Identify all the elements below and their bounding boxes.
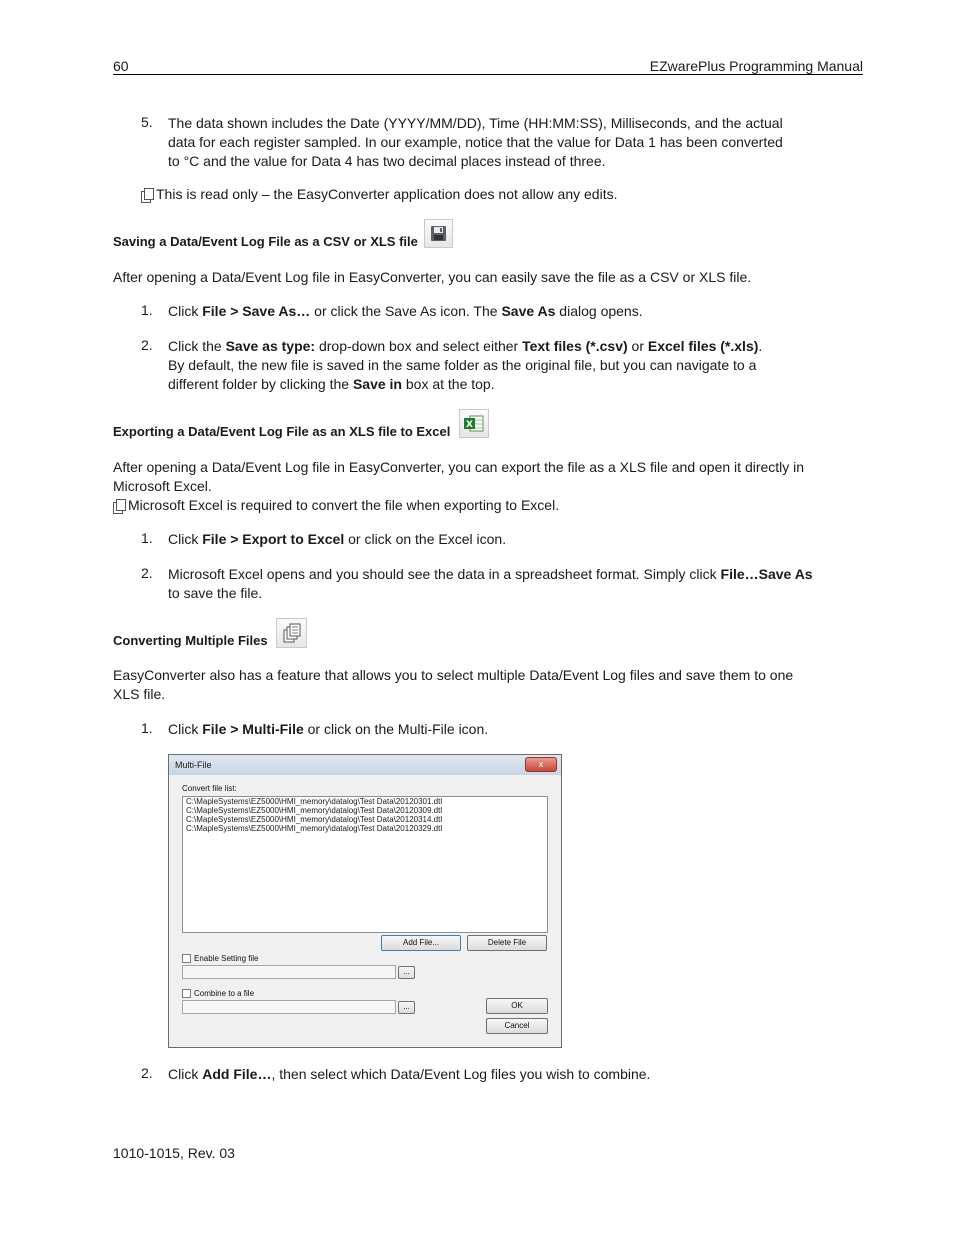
svg-text:X: X (466, 420, 473, 430)
step-number: 5. (141, 114, 153, 130)
multi-file-icon (276, 618, 307, 648)
dialog-title: Multi-File (175, 760, 212, 770)
list-item[interactable]: C:\MapleSystems\EZ5000\HMI_memory\datalog\Test Data\20120329.dtl (186, 824, 443, 833)
document-number: 1010-1015, Rev. 03 (113, 1145, 235, 1161)
section-heading-save: Saving a Data/Event Log File as a CSV or XLS file (113, 234, 418, 249)
export-step-1: Click File > Export to Excel or click on the Excel icon. (168, 531, 507, 547)
step-number: 2. (141, 565, 153, 581)
note-text: Microsoft Excel is required to convert the file when exporting to Excel. (128, 497, 560, 513)
delete-file-button[interactable]: Delete File (467, 935, 547, 951)
save-intro: After opening a Data/Event Log file in EasyConverter, you can easily save the file as a CSV or XLS file. (113, 269, 752, 285)
add-file-button[interactable]: Add File... (381, 935, 461, 951)
list-item[interactable]: C:\MapleSystems\EZ5000\HMI_memory\datalog\Test Data\20120301.dtl (186, 797, 443, 806)
step-number: 1. (141, 302, 153, 318)
note-icon (141, 188, 152, 201)
save-step-2: Click the Save as type: drop-down box and select either Text files (*.csv) or Excel files (*.xls). By default, the new file is saved in the same folder as the original file, but you can navigate to a different folder by clicking the Save in box at the top. (168, 338, 763, 392)
save-step-1: Click File > Save As… or click the Save As icon. The Save As dialog opens. (168, 303, 643, 319)
page-number: 60 (113, 58, 129, 74)
export-step-2: Microsoft Excel opens and you should see the data in a spreadsheet format. Simply click File…Save As to save the file. (168, 566, 813, 601)
multi-step-1: Click File > Multi-File or click on the Multi-File icon. (168, 721, 489, 737)
convert-file-list-label: Convert file list: (182, 784, 237, 793)
note-read-only (141, 185, 617, 204)
note-text: This is read only – the EasyConverter application does not allow any edits. (156, 186, 618, 202)
step-number: 2. (141, 337, 153, 353)
note-excel-required (113, 496, 559, 515)
floppy-disk-icon (424, 219, 453, 248)
step-5-line: data for each register sampled. In our example, notice that the value for Data 1 has been converted (168, 134, 783, 150)
section-heading-export: Exporting a Data/Event Log File as an XLS file to Excel (113, 424, 451, 439)
step-number: 1. (141, 720, 153, 736)
convert-file-list[interactable] (182, 796, 548, 933)
multi-step-2: Click Add File…, then select which Data/Event Log files you wish to combine. (168, 1066, 651, 1082)
combine-label: Combine to a file (194, 989, 255, 998)
browse-combine-button[interactable]: ... (398, 1001, 415, 1014)
step-5-line: to °C and the value for Data 4 has two decimal places instead of three. (168, 153, 606, 169)
enable-setting-label: Enable Setting file (194, 954, 259, 963)
page-header (113, 58, 863, 75)
combine-file-field[interactable] (182, 1000, 396, 1014)
note-icon (113, 499, 124, 512)
combine-checkbox[interactable] (182, 989, 191, 998)
multi-intro: EasyConverter also has a feature that allows you to select multiple Data/Event Log files and save them to one XLS file. (113, 667, 794, 702)
list-item[interactable]: C:\MapleSystems\EZ5000\HMI_memory\datalog\Test Data\20120309.dtl (186, 806, 443, 815)
export-intro: After opening a Data/Event Log file in EasyConverter, you can export the file as a XLS file and open it directly in Microsoft Excel. (113, 459, 805, 494)
list-item[interactable]: C:\MapleSystems\EZ5000\HMI_memory\datalog\Test Data\20120314.dtl (186, 815, 443, 824)
enable-setting-checkbox[interactable] (182, 954, 191, 963)
excel-icon (459, 409, 489, 438)
step-5-text (168, 114, 828, 171)
setting-file-field[interactable] (182, 965, 396, 979)
close-icon[interactable]: x (525, 757, 557, 772)
ok-button[interactable]: OK (486, 998, 548, 1014)
step-5-line: The data shown includes the Date (YYYY/MM/DD), Time (HH:MM:SS), Milliseconds, and the actual (168, 115, 783, 131)
browse-setting-button[interactable]: ... (398, 966, 415, 979)
section-heading-multi: Converting Multiple Files (113, 633, 268, 648)
step-number: 1. (141, 530, 153, 546)
manual-title: EZwarePlus Programming Manual (649, 58, 863, 74)
dialog-title-bar (169, 755, 561, 775)
cancel-button[interactable]: Cancel (486, 1018, 548, 1034)
step-number: 2. (141, 1065, 153, 1081)
multi-file-dialog (168, 754, 562, 1048)
